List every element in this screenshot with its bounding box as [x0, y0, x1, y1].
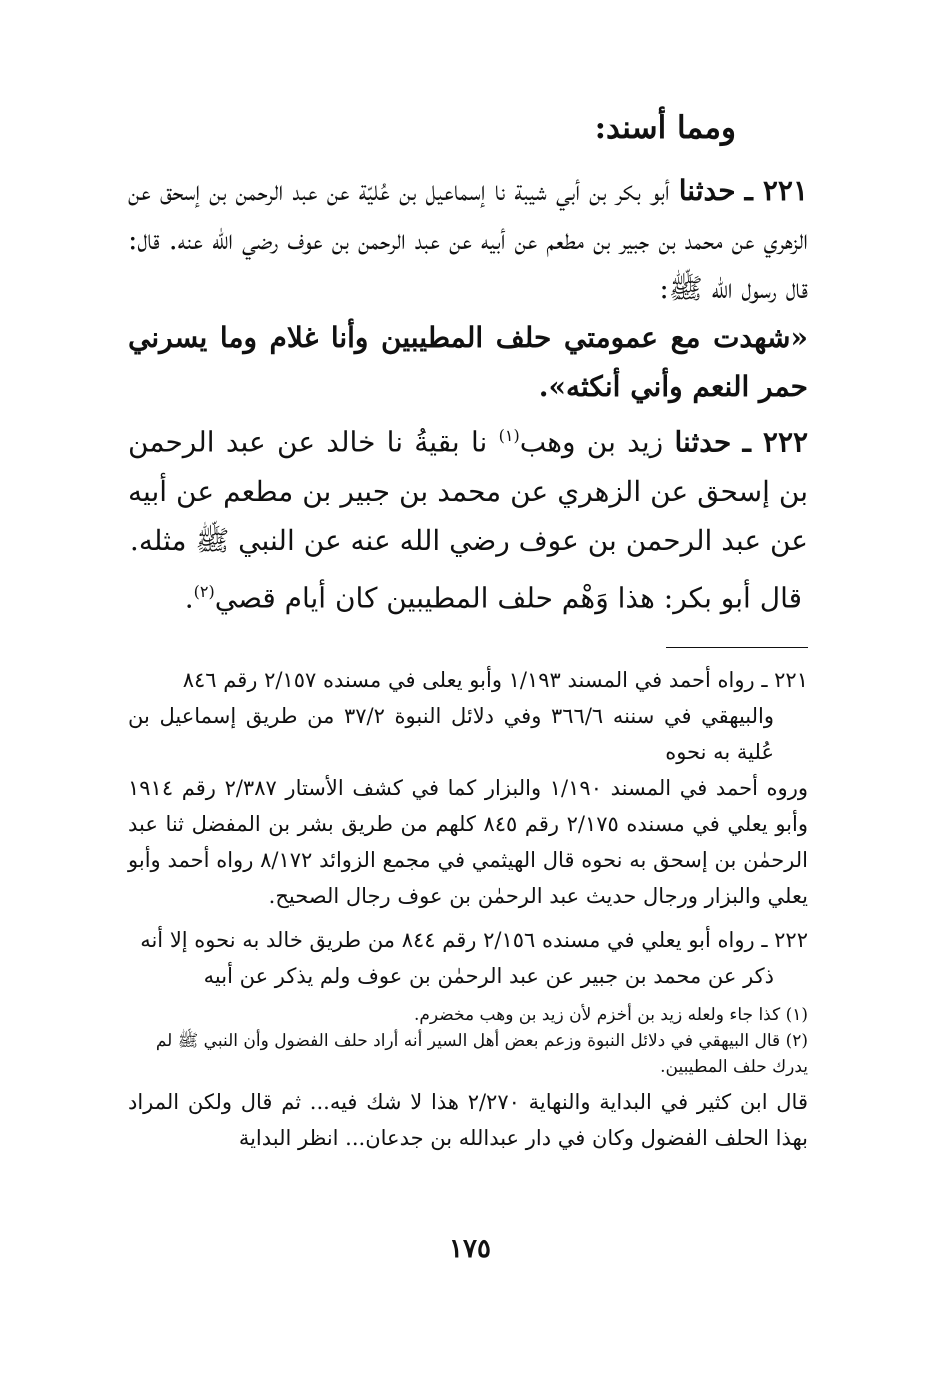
- editor-note-2-continuation: قال ابن كثير في البداية والنهاية ٢/٢٧٠ هذا لا شك فيه... ثم قال ولكن المراد بهذا الحلف الفضول وكان في دار عبدالله بن جدعان... انظر البداية: [128, 1089, 808, 1150]
- hadith-221-text: أبو بكر بن أبي شيبة نا إسماعيل بن عُليّة عن عبد الرحمن بن إسحق عن الزهري عن محمد بن جبير بن مطعم عن أبيه عن عبد الرحمن بن عوف رضي الله عنه. قال: قال رسول الله ﷺ:: [128, 174, 808, 306]
- footnote-221-continuation: والبيهقي في سننه ٣٦٦/٦ وفي دلائل النبوة ٣٧/٢ من طريق إسماعيل بن عُلية به نحوه: [128, 703, 775, 764]
- page-body: [128, 108, 808, 1156]
- hadith-221-matn: «شهدت مع عمومتي حلف المطيبين وأنا غلام وما يسرني حمر النعم وأني أنكثه».: [128, 321, 808, 404]
- editor-notes: [128, 1002, 808, 1156]
- section-heading: ومما أسند:: [594, 110, 736, 146]
- page-number: ١٧٥: [449, 1234, 491, 1264]
- footnote-221-second: وروه أحمد في المسند ١/١٩٠ والبزار كما في كشف الأستار ٢/٣٨٧ رقم ١٩١٤ وأبو يعلي في مسنده ٢/١٧٥ رقم ٨٤٥ كلهم من طريق بشر بن المفضل ثنا عبد الرحمٰن بن إسحق به نحوه قال الهيثمي في مجمع الزوائد ٨/١٧٢ رواه أحمد وأبو يعلي والبزار ورجال حديث عبد الرحمٰن بن عوف رجال الصحيح.: [128, 775, 809, 908]
- footnote-ref-2: (٢): [193, 581, 215, 601]
- footnote-ref-1: (١): [498, 426, 520, 446]
- hadith-222-text-b: نا بقيةُ نا خالد عن عبد الرحمن بن إسحق عن الزهري عن محمد بن جبير بن مطعم عن أبيه عن عبد الرحمن بن عوف رضي الله عنه عن النبي ﷺ مثله.: [128, 425, 808, 557]
- footnote-222-continuation: ذكر عن محمد بن جبير عن عبد الرحمٰن بن عوف ولم يذكر عن أبيه: [203, 963, 774, 988]
- hadith-221-isnad: [128, 166, 808, 313]
- hadith-222-haddathana: حدثنا: [674, 425, 732, 459]
- footnote-222-lead: ٢٢٢ ـ رواه أبو يعلي في مسنده ٢/١٥٦ رقم ٨٤٤ من طريق خالد به نحوه إلا أنه: [140, 927, 808, 952]
- hadith-221-haddathana: حدثنا: [678, 174, 736, 208]
- editor-note-1: (١) كذا جاء ولعله زيد بن أخزم لأن زيد بن وهب مخضرم.: [414, 1004, 808, 1025]
- abu-bakr-note: [128, 567, 808, 623]
- abu-bakr-note-text: قال أبو بكر: هذا وَهْم حلف المطيبين كان أيام قصي: [214, 580, 802, 614]
- hadith-221-number: ٢٢١ ـ: [744, 174, 808, 208]
- footnote-divider: [666, 647, 808, 648]
- editor-note-2: (٢) قال البيهقي في دلائل النبوة وزعم بعض أهل السير أنه أراد حلف الفضول وأن النبي ﷺ لم يدرك حلف المطيبين.: [155, 1030, 808, 1077]
- footnote-222: [128, 922, 808, 994]
- footnote-221-lead: ٢٢١ ـ رواه أحمد في المسند ١/١٩٣ وأبو يعلى في مسنده ٢/١٥٧ رقم ٨٤٦: [182, 667, 808, 692]
- hadith-222-text-a: زيد بن وهب: [519, 425, 664, 459]
- abu-bakr-note-end: .: [184, 580, 194, 614]
- hadith-222-number: ٢٢٢ ـ: [742, 425, 809, 459]
- footnote-221: [128, 662, 808, 914]
- hadith-222: [128, 411, 808, 564]
